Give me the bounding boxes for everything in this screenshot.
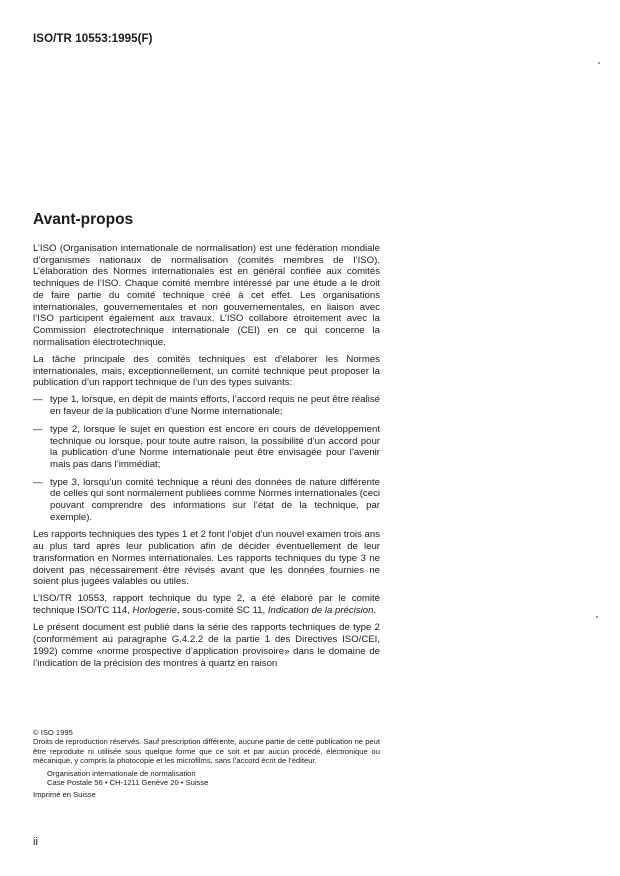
paragraph-prepared-by xyxy=(33,593,380,616)
copyright-footer xyxy=(33,728,380,799)
printed-in: Imprimé en Suisse xyxy=(33,789,96,799)
organisation-address: Case Postale 56 • CH-1211 Genève 20 • Suisse xyxy=(47,778,209,788)
paragraph-iso-intro: L’ISO (Organisation internationale de normalisation) est une fédération mondiale d’organismes nationaux de normalisation (comités membres de l’ISO). L’élaboration des Normes internationales est en général confiée aux comités techniques de l’ISO. Chaque comité membre intéressé par une étude a le droit de faire partie du comité technique créé à cet effet. Les organisations internationales, gouvernementales et non gouvernementales, en liaison avec l’ISO participent également aux travaux. L’ISO collabore étroitement avec la Commission électrotechnique internationale (CEI) en ce qui concerne la normalisation électrotechnique. xyxy=(33,243,380,348)
list-dash: — xyxy=(33,394,43,406)
list-item-text: type 1, lorsque, en dépit de maints efforts, l’accord requis ne peut être réalisé en faveur de la publication d’une Norme internationale; xyxy=(50,394,380,418)
list-dash: — xyxy=(33,423,43,435)
prepared-text-middle: , sous-comité SC 11, xyxy=(176,605,268,617)
section-title: Avant-propos xyxy=(33,211,134,228)
list-item-type-1 xyxy=(33,394,380,417)
foreword-body xyxy=(33,243,380,675)
document-reference: ISO/TR 10553:1995(F) xyxy=(33,33,153,45)
copyright-line: © ISO 1995 xyxy=(33,728,73,737)
page-number: ii xyxy=(33,836,38,848)
paragraph-review: Les rapports techniques des types 1 et 2 font l’objet d’un nouvel examen trois ans au plus tard après leur publication afin de décider éventuellement de leur transformation en Normes internationales. Les rapports techniques du type 3 ne doivent pas nécessairement être révisés avant que les données fournies ne soient plus jugées valables ou utiles. xyxy=(33,529,380,588)
prepared-text-before: L’ISO/TR 10553, rapport technique du type 2, a été élaboré par le comité technique ISO/TC 114, xyxy=(33,593,380,617)
paragraph-published: Le présent document est publié dans la série des rapports techniques de type 2 (conformément au paragraphe G.4.2.2 de la partie 1 des Directives ISO/CEI, 1992) comme «norme prospective d’application provisoire» dans le domaine de l’indication de la précision des montres à quartz en raison xyxy=(33,622,380,669)
list-item-type-2 xyxy=(33,424,380,471)
list-item-text: type 3, lorsqu’un comité technique a réuni des données de nature différente de celles qui sont normalement publiées comme Normes internationales (ceci pouvant comprendre des informations sur l’état de la technique, par exemple). xyxy=(50,476,380,523)
subcommittee-name: Indication de la précision xyxy=(267,605,374,617)
rights-notice: Droits de reproduction réservés. Sauf prescription différente, aucune partie de cette publication ne peut être reproduite ni utilisée sous quelque forme que ce soit et par aucun procédé, électronique ou mécanique, y compris la photocopie et les microfilms, sans l’accord écrit de l’éditeur. xyxy=(33,737,380,765)
committee-name: Horlogerie xyxy=(132,605,177,617)
list-dash: — xyxy=(33,476,43,488)
prepared-text-after: . xyxy=(373,605,377,617)
scan-speck xyxy=(598,62,600,64)
scan-speck xyxy=(596,616,598,618)
list-item-type-3 xyxy=(33,477,380,524)
list-item-text: type 2, lorsque le sujet en question est encore en cours de développement technique ou lorsque, pour toute autre raison, la possibilité d’un accord pour la publication d’une Norme internationale peut être envisagée pour l’avenir mais pas dans l’immédiat; xyxy=(50,423,380,470)
organisation-name: Organisation internationale de normalisation xyxy=(47,769,196,779)
paragraph-main-task: La tâche principale des comités techniques est d’élaborer les Normes internationales, mais, exceptionnellement, un comité technique peut proposer la publication d’un rapport technique de l’un des types suivants: xyxy=(33,353,380,389)
